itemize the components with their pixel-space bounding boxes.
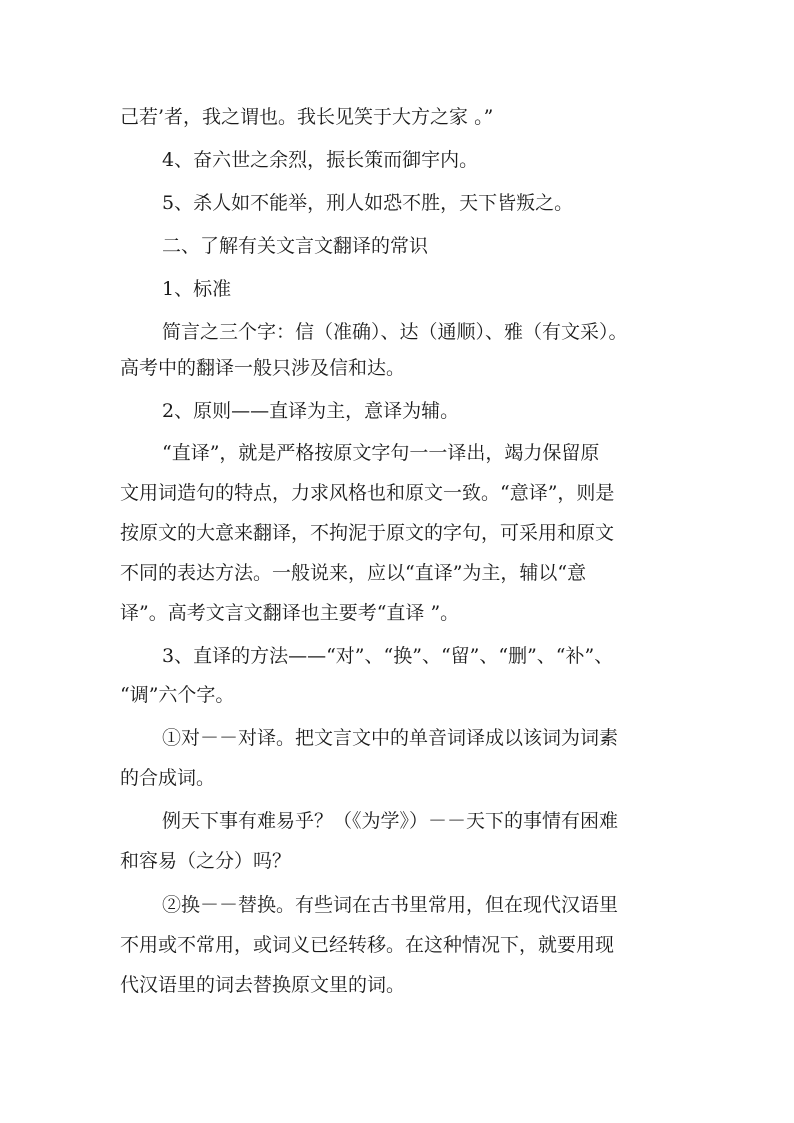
text-line-standard-exam: 高考中的翻译一般只涉及信和达。 [120, 357, 406, 379]
text-line-quote-end: 己若’者，我之谓也。我长见笑于大方之家 。” [120, 106, 494, 128]
text-line-literal-4: 不同的表达方法。一般说来，应以“直译”为主，辅以“意 [120, 562, 587, 584]
text-line-literal-5: 译”。高考文言文翻译也主要考“直译 ”。 [120, 602, 460, 624]
text-line-method-huan-3: 代汉语里的词去替换原文里的词。 [120, 974, 406, 996]
text-line-example-4: 4、奋六世之余烈，振长策而御宇内。 [162, 149, 479, 171]
text-line-literal-1: “直译”，就是严格按原文字句一一译出，竭力保留原 [162, 442, 600, 464]
subheading-methods: 3、直译的方法——“对”、“换”、“留”、“删”、“补”、 [162, 645, 614, 667]
text-line-example-5: 5、杀人如不能举，刑人如恐不胜，天下皆叛之。 [162, 192, 574, 214]
text-line-example-weixue: 例天下事有难易乎？（《为学》）－－天下的事情有困难 [162, 810, 619, 832]
text-line-methods-cont: “调”六个字。 [120, 684, 235, 706]
text-line-method-dui: ①对－－对译。把文言文中的单音词译成以该词为词素 [162, 727, 619, 749]
subheading-principle: 2、原则——直译为主，意译为辅。 [162, 400, 460, 422]
text-line-example-weixue-cont: 和容易（之分）吗？ [120, 850, 292, 872]
text-line-method-dui-cont: 的合成词。 [120, 767, 216, 789]
text-line-literal-3: 按原文的大意来翻译，不拘泥于原文的字句，可采用和原文 [120, 522, 615, 544]
text-line-method-huan-2: 不用或不常用，或词义已经转移。在这种情况下，就要用现 [120, 934, 615, 956]
text-line-literal-2: 文用词造句的特点，力求风格也和原文一致。“意译”，则是 [120, 482, 615, 504]
subheading-standard: 1、标准 [162, 278, 232, 300]
text-line-standard-definition: 简言之三个字：信（准确）、达（通顺）、雅（有文采）。 [162, 321, 628, 343]
section-heading-translation-knowledge: 二、了解有关文言文翻译的常识 [162, 235, 429, 257]
text-line-method-huan: ②换－－替换。有些词在古书里常用，但在现代汉语里 [162, 894, 619, 916]
